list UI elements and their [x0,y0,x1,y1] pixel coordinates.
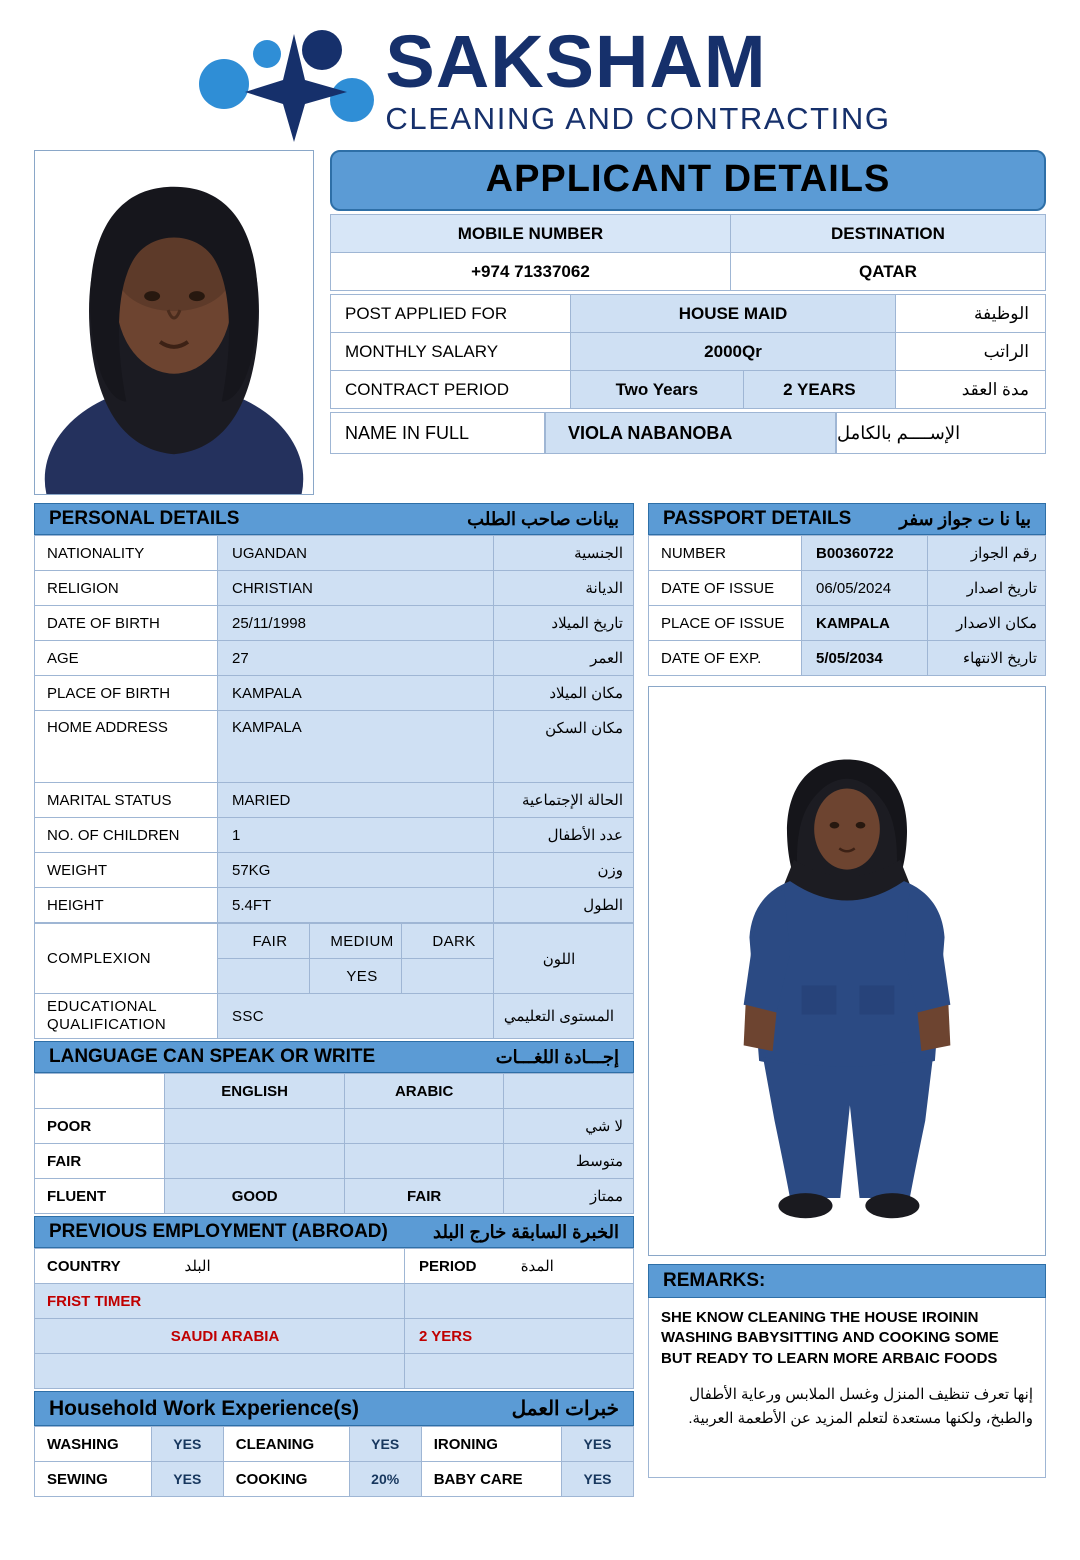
previous-employment-title: PREVIOUS EMPLOYMENT (ABROAD) [49,1221,388,1242]
children-label: NO. OF CHILDREN [35,818,218,853]
lang-fair-english [165,1144,345,1179]
household-washing-label: WASHING [35,1427,152,1462]
home-address-arabic: مكان السكن [494,711,634,783]
table-row [35,1179,634,1214]
lang-poor-english [165,1109,345,1144]
marital-status-value: MARIED [218,783,494,818]
household-ironing-value: YES [562,1427,634,1462]
household-babycare-value: YES [562,1462,634,1497]
passport-number-value: B00360722 [802,536,928,571]
remarks-header: REMARKS: [648,1264,1046,1298]
languages-table [34,1073,634,1214]
brand-header [0,0,1080,150]
lang-col-blank2 [504,1074,634,1109]
children-arabic: عدد الأطفال [494,818,634,853]
monthly-salary-label: MONTHLY SALARY [331,333,571,371]
passport-details-header [648,503,1046,535]
lang-level-poor: POOR [35,1109,165,1144]
weight-value: 57KG [218,853,494,888]
complexion-mark-dark [402,959,494,994]
household-header [34,1391,634,1426]
table-row [35,571,634,606]
post-applied-arabic: الوظيفة [896,295,1046,333]
household-sewing-label: SEWING [35,1462,152,1497]
place-of-birth-arabic: مكان الميلاد [494,676,634,711]
height-label: HEIGHT [35,888,218,923]
passport-expiry-value: 5/05/2034 [802,641,928,676]
passport-issue-place-label: PLACE OF ISSUE [649,606,802,641]
prev-period-3 [405,1354,634,1389]
top-section [0,150,1080,495]
period-header-en: PERIOD [419,1258,477,1275]
passport-number-arabic: رقم الجواز [928,536,1046,571]
lang-col-arabic: ARABIC [345,1074,504,1109]
household-washing-value: YES [151,1427,223,1462]
remarks-arabic: إنها تعرف تنظيف المنزل وغسل الملابس ورعاية الأطفال والطبخ، ولكنها مستعدة لتعلم المزيد عن الأطعمة العربية. [688,1385,1033,1427]
table-row [35,1109,634,1144]
religion-arabic: الديانة [494,571,634,606]
lang-fair-arabic [345,1144,504,1179]
age-label: AGE [35,641,218,676]
complexion-option-fair: FAIR [218,924,310,959]
complexion-mark-fair [218,959,310,994]
passport-details-title: PASSPORT DETAILS [663,508,852,529]
table-row [331,333,1046,371]
right-column [648,503,1046,1497]
contact-table [330,214,1046,291]
height-value: 5.4FT [218,888,494,923]
household-cleaning-label: CLEANING [223,1427,349,1462]
left-column [34,503,634,1497]
lang-col-blank [35,1074,165,1109]
age-arabic: العمر [494,641,634,676]
personal-details-title: PERSONAL DETAILS [49,508,240,529]
age-value: 27 [218,641,494,676]
table-row [649,641,1046,676]
table-row [649,536,1046,571]
destination-label: DESTINATION [730,215,1045,253]
household-title: Household Work Experience(s) [49,1396,360,1420]
lang-poor-arabic [345,1109,504,1144]
table-row [331,371,1046,409]
household-cleaning-value: YES [349,1427,421,1462]
prev-period-2: 2 YERS [405,1319,634,1354]
table-row [35,1074,634,1109]
passport-issue-place-arabic: مكان الاصدار [928,606,1046,641]
marital-status-arabic: الحالة الإجتماعية [494,783,634,818]
post-applied-label: POST APPLIED FOR [331,295,571,333]
table-row [35,888,634,923]
household-title-arabic: خبرات العمل [511,1398,619,1420]
education-label-line1: EDUCATIONAL [47,998,157,1015]
contract-period-arabic: مدة العقد [896,371,1046,409]
table-row [35,1249,634,1284]
table-row [649,606,1046,641]
height-arabic: الطول [494,888,634,923]
lang-fluent-arabic: FAIR [345,1179,504,1214]
page-title: APPLICANT DETAILS [330,150,1046,211]
prev-period-1 [405,1284,634,1319]
table-row [35,641,634,676]
personal-details-title-arabic: بيانات صاحب الطلب [467,508,619,529]
personal-details-header [34,503,634,535]
brand-name: SAKSHAM [385,19,767,103]
household-babycare-label: BABY CARE [421,1462,561,1497]
monthly-salary-value: 2000Qr [571,333,896,371]
previous-employment-title-arabic: الخبرة السابقة خارج البلد [433,1221,619,1242]
table-row [35,1319,634,1354]
period-column-header [405,1249,634,1284]
lang-fluent-english: GOOD [165,1179,345,1214]
lang-fluent-label-arabic: ممتاز [504,1179,634,1214]
languages-title: LANGUAGE CAN SPEAK OR WRITE [49,1046,376,1067]
household-sewing-value: YES [151,1462,223,1497]
languages-header [34,1041,634,1073]
applicant-headshot-photo [34,150,314,495]
household-cooking-label: COOKING [223,1462,349,1497]
table-row [35,711,634,783]
table-row [35,1462,634,1497]
passport-number-label: NUMBER [649,536,802,571]
weight-arabic: وزن [494,853,634,888]
monthly-salary-arabic: الراتب [896,333,1046,371]
prev-country-2: SAUDI ARABIA [35,1319,405,1354]
passport-expiry-label: DATE OF EXP. [649,641,802,676]
contract-period-value: Two Years [571,371,744,409]
passport-issue-place-value: KAMPALA [802,606,928,641]
contract-period-label: CONTRACT PERIOD [331,371,571,409]
passport-details-table [648,535,1046,676]
children-value: 1 [218,818,494,853]
home-address-value: KAMPALA [218,711,494,783]
table-row [35,1354,634,1389]
remarks-english: SHE KNOW CLEANING THE HOUSE IROININ WASHING BABYSITTING AND COOKING SOME BUT READY TO LEARN MORE ARBAIC FOODS [661,1309,999,1367]
complexion-arabic: اللون [494,924,634,994]
religion-value: CHRISTIAN [218,571,494,606]
country-header-ar: البلد [184,1258,211,1275]
name-value: VIOLA NABANOBA [545,412,836,454]
complexion-option-medium: MEDIUM [310,924,402,959]
place-of-birth-label: PLACE OF BIRTH [35,676,218,711]
passport-expiry-arabic: تاريخ الانتهاء [928,641,1046,676]
table-row [35,1427,634,1462]
education-arabic: المستوى التعليمي [494,994,634,1039]
place-of-birth-value: KAMPALA [218,676,494,711]
languages-title-arabic: إجـــادة اللغـــات [495,1046,619,1067]
weight-label: WEIGHT [35,853,218,888]
period-header-ar: المدة [520,1258,554,1275]
lang-poor-label-arabic: لا شي [504,1109,634,1144]
remarks-body [648,1298,1046,1478]
complexion-table [34,923,634,1039]
passport-issue-date-label: DATE OF ISSUE [649,571,802,606]
prev-country-3 [35,1354,405,1389]
education-label [35,994,218,1039]
table-row [35,853,634,888]
dob-arabic: تاريخ الميلاد [494,606,634,641]
table-row [35,536,634,571]
table-row [35,676,634,711]
table-row [35,994,634,1039]
nationality-value: UGANDAN [218,536,494,571]
complexion-mark-medium: YES [310,959,402,994]
prev-country-1: FRIST TIMER [35,1284,405,1319]
nationality-label: NATIONALITY [35,536,218,571]
lang-level-fluent: FLUENT [35,1179,165,1214]
household-cooking-value: 20% [349,1462,421,1497]
table-row [35,606,634,641]
brand-tagline: CLEANING AND CONTRACTING [385,101,891,137]
complexion-label: COMPLEXION [35,924,218,994]
nationality-arabic: الجنسية [494,536,634,571]
complexion-option-dark: DARK [402,924,494,959]
education-label-line2: QUALIFICATION [47,1016,167,1033]
details-section [0,503,1080,1497]
country-column-header [35,1249,405,1284]
previous-employment-header [34,1216,634,1248]
lang-col-english: ENGLISH [165,1074,345,1109]
mobile-number-value: +974 71337062 [331,253,731,291]
saksham-logo-icon [189,22,379,142]
dob-label: DATE OF BIRTH [35,606,218,641]
destination-value: QATAR [730,253,1045,291]
table-row [35,818,634,853]
dob-value: 25/11/1998 [218,606,494,641]
table-row [35,1284,634,1319]
religion-label: RELIGION [35,571,218,606]
lang-fair-label-arabic: متوسط [504,1144,634,1179]
mobile-number-label: MOBILE NUMBER [331,215,731,253]
table-row [331,295,1046,333]
personal-details-table [34,535,634,923]
household-table [34,1426,634,1497]
post-applied-value: HOUSE MAID [571,295,896,333]
contract-period-value-alt: 2 YEARS [743,371,895,409]
table-row [649,571,1046,606]
household-ironing-label: IRONING [421,1427,561,1462]
passport-issue-date-arabic: تاريخ اصدار [928,571,1046,606]
education-value: SSC [218,994,494,1039]
previous-employment-table [34,1248,634,1389]
name-label: NAME IN FULL [330,412,545,454]
lang-level-fair: FAIR [35,1144,165,1179]
job-details-table [330,294,1046,409]
passport-details-title-arabic: بيا نا ت جواز سفر [899,508,1031,529]
marital-status-label: MARITAL STATUS [35,783,218,818]
name-in-full-row [330,412,1046,454]
table-row [35,1144,634,1179]
passport-issue-date-value: 06/05/2024 [802,571,928,606]
table-row [35,924,634,959]
name-arabic: الإســــم بالكامل [836,412,1046,454]
home-address-label: HOME ADDRESS [35,711,218,783]
country-header-en: COUNTRY [47,1258,121,1275]
table-row [35,783,634,818]
applicant-full-body-photo [648,686,1046,1256]
